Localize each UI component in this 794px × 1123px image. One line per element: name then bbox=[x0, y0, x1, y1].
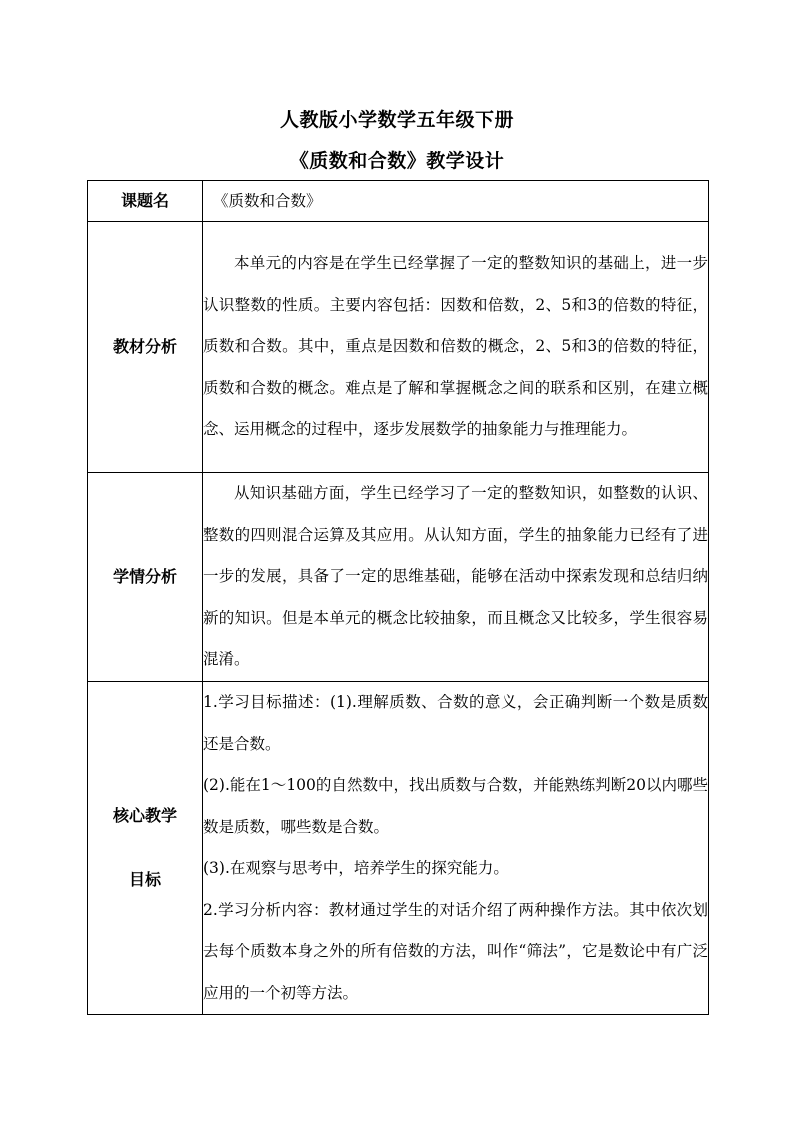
core-goals-paragraph-3: (3).在观察与思考中，培养学生的探究能力。 bbox=[203, 859, 509, 877]
table-row-topic bbox=[88, 181, 709, 222]
student-analysis-label: 学情分析 bbox=[88, 473, 203, 682]
core-goals-paragraph-4: 2.学习分析内容：教材通过学生的对话介绍了两种操作方法。其中依次划去每个质数本身之外的所有倍数的方法，叫作“筛法”，它是数论中有广泛应用的一个初等方法。 bbox=[203, 900, 708, 1002]
document-subtitle: 《质数和合数》教学设计 bbox=[289, 150, 505, 172]
core-goals-label-line2: 目标 bbox=[128, 870, 161, 889]
topic-value: 《质数和合数》 bbox=[203, 181, 709, 222]
textbook-analysis-label: 教材分析 bbox=[88, 222, 203, 473]
core-goals-content bbox=[203, 682, 709, 1015]
table-row-textbook-analysis bbox=[88, 222, 709, 473]
textbook-analysis-text: 本单元的内容是在学生已经掌握了一定的整数知识的基础上，进一步认识整数的性质。主要内容包括：因数和倍数，2、5和3的倍数的特征，质数和合数。其中，重点是因数和倍数的概念，2、5和3的倍数的特征，质数和合数的概念。难点是了解和掌握概念之间的联系和区别，在建立概念、运用概念的过程中，逐步发展数学的抽象能力与推理能力。 bbox=[203, 222, 709, 473]
student-analysis-text: 从知识基础方面，学生已经学习了一定的整数知识，如整数的认识、整数的四则混合运算及其应用。从认知方面，学生的抽象能力已经有了进一步的发展，具备了一定的思维基础，能够在活动中探索发现和总结归纳新的知识。但是本单元的概念比较抽象，而且概念又比较多，学生很容易混淆。 bbox=[203, 473, 709, 682]
document-title: 人教版小学数学五年级下册 bbox=[279, 109, 514, 131]
table-row-core-goals bbox=[88, 682, 709, 1015]
topic-label: 课题名 bbox=[88, 181, 203, 222]
core-goals-paragraph-1: 1.学习目标描述：(1).理解质数、合数的意义，会正确判断一个数是质数还是合数。 bbox=[203, 693, 708, 753]
core-goals-label bbox=[88, 682, 203, 1015]
core-goals-label-line1: 核心教学 bbox=[112, 806, 177, 825]
core-goals-paragraph-2: (2).能在1～100的自然数中，找出质数与合数，并能熟练判断20以内哪些数是质数，哪些数是合数。 bbox=[203, 776, 708, 836]
table-row-student-analysis bbox=[88, 473, 709, 682]
lesson-plan-table bbox=[87, 180, 709, 1015]
